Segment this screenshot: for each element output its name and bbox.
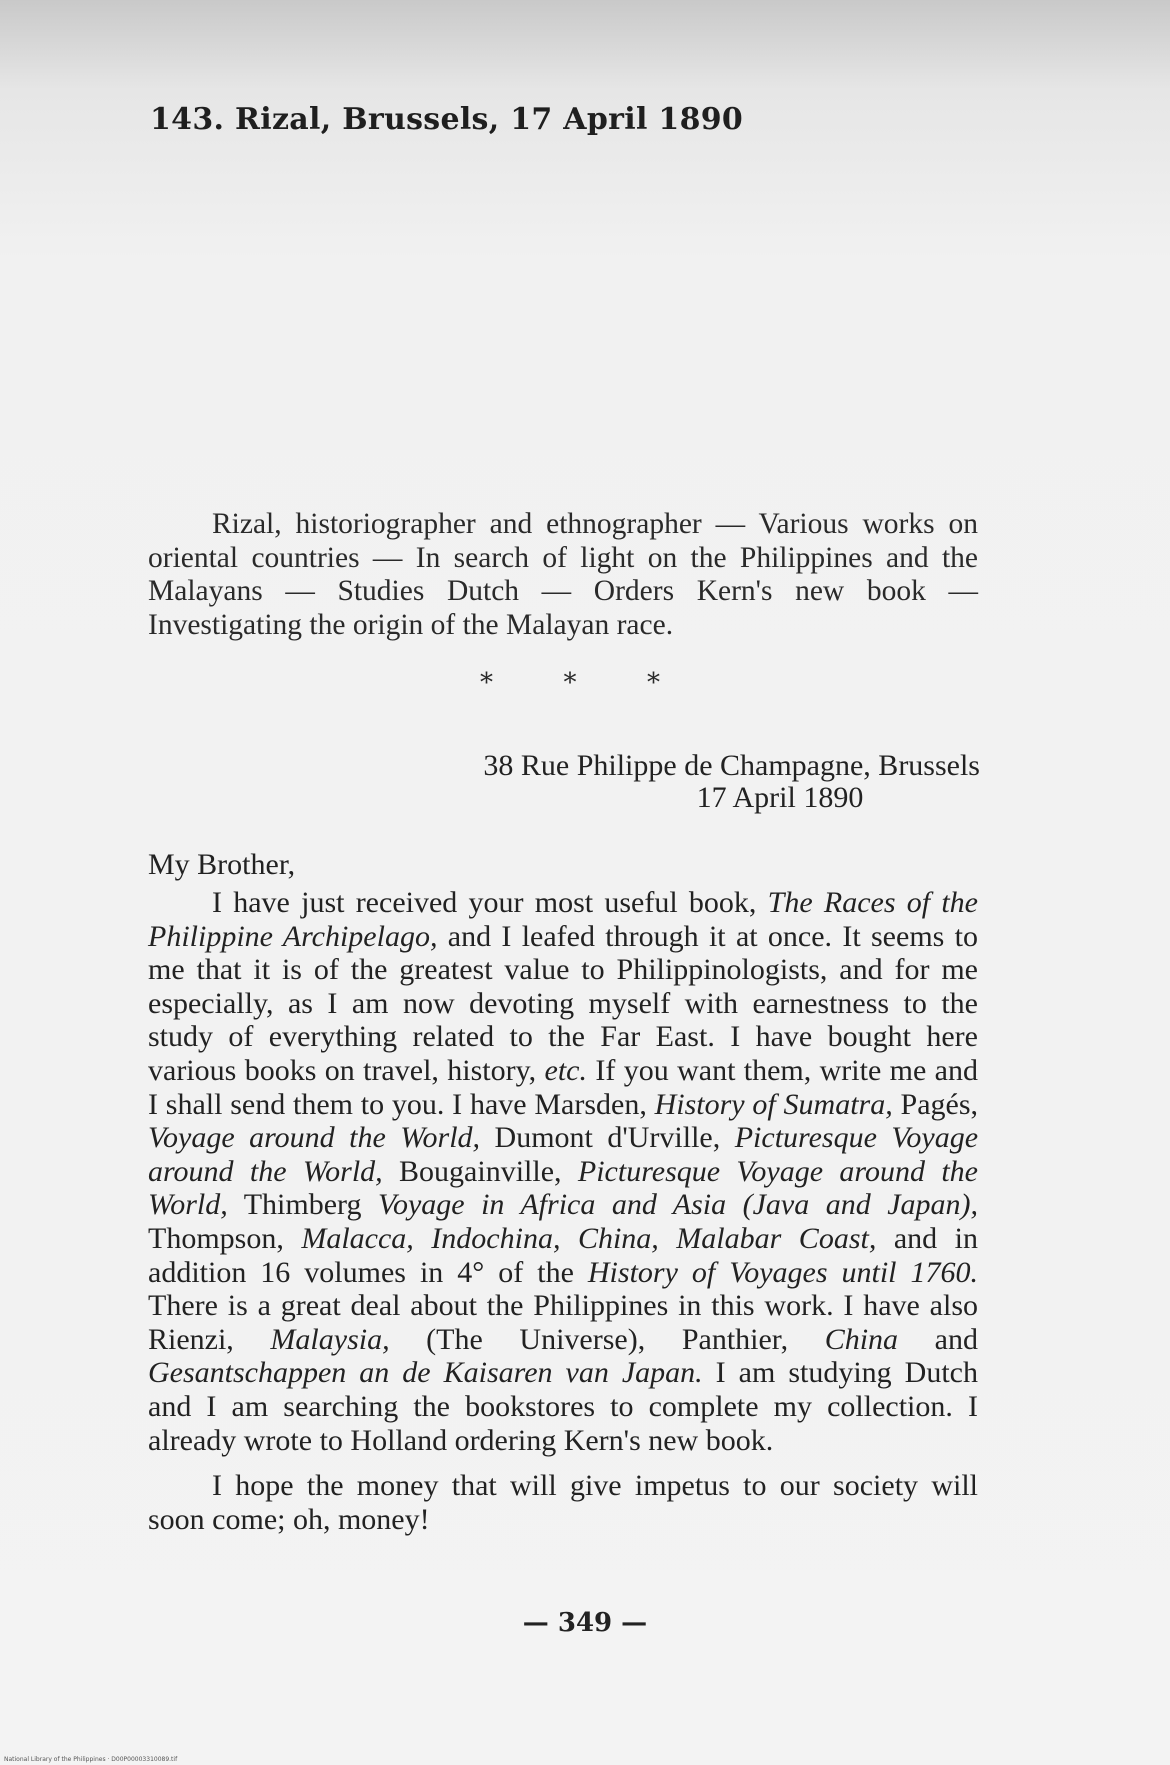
letter-heading: 143. Rizal, Brussels, 17 April 1890: [150, 102, 744, 137]
letter-text-run: I am studying Dutch and I am searching the bookstores to complete my collection. I already wrote to Holland ordering Kern's new book.: [148, 1356, 978, 1457]
letter-italic-run: Gesantschappen an de Kaisaren van Japan.: [148, 1356, 703, 1390]
letter-italic-run: Picturesque Voyage around the World,: [148, 1121, 979, 1188]
letter-italic-run: Voyage around the World,: [148, 1121, 481, 1155]
address-date: 17 April 1890: [696, 781, 864, 814]
letter-text-run: and: [898, 1322, 978, 1356]
letter-text-run: Bougainville,: [382, 1154, 578, 1188]
letter-text-run: and I leafed through it at once. It seems to me that it is of the greatest value to Philippinologists, and for me especially, as I am now devoting myself with earnestness to the study of everything related to the Far East. I have bought here various books on travel, history,: [148, 919, 978, 1087]
letter-italic-run: History of Voyages until 1760.: [587, 1255, 978, 1289]
letter-italic-run: Malaysia,: [270, 1322, 390, 1356]
scan-footer: National Library of the Philippines · D00P00003310089.tif: [4, 1756, 178, 1763]
letter-text-run: Thompson,: [148, 1221, 302, 1255]
address-street: 38 Rue Philippe de Champagne, Brussels: [483, 749, 980, 782]
letter-text-run: (The Universe), Panthier,: [389, 1322, 825, 1356]
letter-italic-run: etc.: [544, 1053, 587, 1087]
letter-text-run: Dumont d'Urville,: [480, 1121, 735, 1155]
letter-italic-run: Malacca, Indochina, China, Malabar Coast,: [301, 1221, 877, 1255]
letter-text-run: Pagés,: [892, 1087, 978, 1121]
letter-italic-run: The Races of the Philippine Archipelago,: [148, 886, 979, 953]
section-separator: [480, 668, 660, 698]
letter-italic-run: Voyage in Africa and Asia (Java and Japan),: [377, 1188, 978, 1222]
letter-text-run: I have just received your most useful book,: [212, 886, 768, 919]
page-number: — 349 —: [522, 1608, 648, 1638]
letter-text-run: Thimberg: [227, 1188, 378, 1222]
separator-star: *: [647, 668, 660, 698]
salutation: My Brother,: [148, 848, 296, 881]
letter-italic-run: Picturesque Voyage around the World,: [148, 1154, 978, 1222]
letter-italic-run: History of Sumatra,: [654, 1087, 893, 1121]
letter-italic-run: China: [824, 1322, 899, 1356]
letter-text-run: and in addition 16 volumes in 4° of the: [148, 1221, 978, 1289]
letter-summary: Rizal, historiographer and ethnographer — Various works on oriental countries — In search of light on the Philippines and the Malayans — Studies Dutch — Orders Kern's new book — Investigating the origin of the Malayan race.: [148, 508, 978, 641]
letter-paragraph-2: I hope the money that will give impetus to our society will soon come; oh, money!: [148, 1469, 978, 1536]
sender-address: [440, 750, 980, 814]
separator-star: *: [563, 668, 577, 698]
letter-paragraph-1: [148, 886, 978, 1457]
letter-text-run: If you want them, write me and I shall send them to you. I have Marsden,: [148, 1053, 978, 1121]
letter-body: [148, 886, 978, 1536]
separator-star: *: [480, 668, 493, 698]
letter-text-run: There is a great deal about the Philippines in this work. I have also Rienzi,: [148, 1289, 978, 1356]
